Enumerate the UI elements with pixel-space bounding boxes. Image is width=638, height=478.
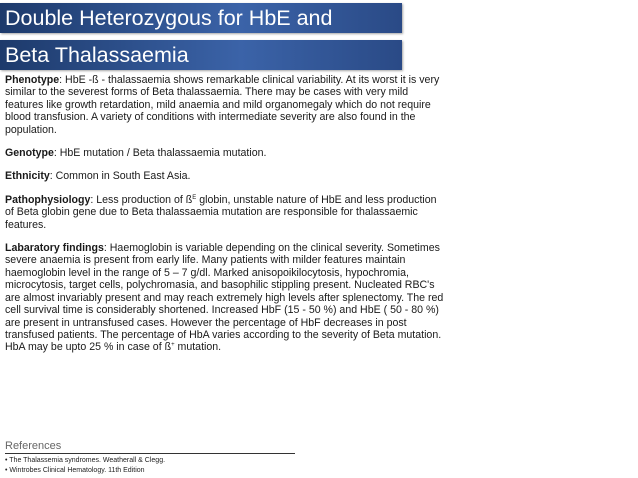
references-divider [5,453,295,454]
phenotype-paragraph [5,74,445,136]
reference-item-1: • The Thalassemia syndromes. Weatherall & Clegg. [5,457,166,464]
pathophysiology-text-after: globin, unstable nature of HbE and less production of Beta globin gene due to Beta thalassaemia mutation are responsible for thalassaemic features. [5,193,437,231]
laboratory-text-before: : Haemoglobin is variable depending on the clinical severity. Sometimes severe anaemia is present from early life. Many patients with milder features maintain haemoglobin level in the range of 5 – 7 g/dl. Marked anisopoikilocytosis, hypochromia, microcytosis, target cells, polychromasia, and basophilic stippling present. Nucleated RBC's are almost invariably present and may reach extremely high levels after splenectomy. The red cell survival time is considerably shortened. Increased HbF (15 - 50 %) and HbE ( 50 - 80 %) are present in untransfused cases. However the percentage of HbF decreases in post transfused patients. The percentage of HbA varies according to the severity of Beta mutation. HbA may be upto 25 % in case of ß [5,242,444,354]
genotype-paragraph [5,147,445,159]
genotype-label: Genotype [5,147,54,160]
title-line-2: Beta Thalassaemia [5,43,189,67]
genotype-text: : HbE mutation / Beta thalassaemia mutation. [53,147,267,160]
reference-item-2: • Wintrobes Clinical Hematology. 11th Edition [5,467,145,474]
pathophysiology-text-before: : Less production of ß [90,193,193,206]
laboratory-text-after: mutation. [174,341,222,354]
laboratory-label: Labaratory findings [5,242,104,255]
title-line-1: Double Heterozygous for HbE and [5,6,333,30]
references-title: References [5,440,62,452]
pathophysiology-label: Pathophysiology [5,193,91,206]
title-banner-line-2 [0,40,402,70]
phenotype-label: Phenotype [5,74,60,86]
pathophysiology-paragraph [5,194,445,231]
title-banner-line-1 [0,3,402,33]
ethnicity-text: : Common in South East Asia. [49,170,191,183]
ethnicity-label: Ethnicity [5,170,50,183]
content-body [5,74,445,365]
laboratory-superscript: + [171,342,175,349]
phenotype-text: : HbE -ß - thalassaemia shows remarkable clinical variability. At its worst it is very similar to the severest forms of Beta thalassaemia. There may be cases with very mild features like growth retardation, mild anaemia and mild organomegaly which do not require blood transfusion. A variety of conditions with intermediate severity are also found in the population. [5,74,440,136]
pathophysiology-superscript: E [192,194,197,201]
ethnicity-paragraph [5,170,445,182]
references-section [5,440,295,476]
laboratory-paragraph [5,242,445,354]
